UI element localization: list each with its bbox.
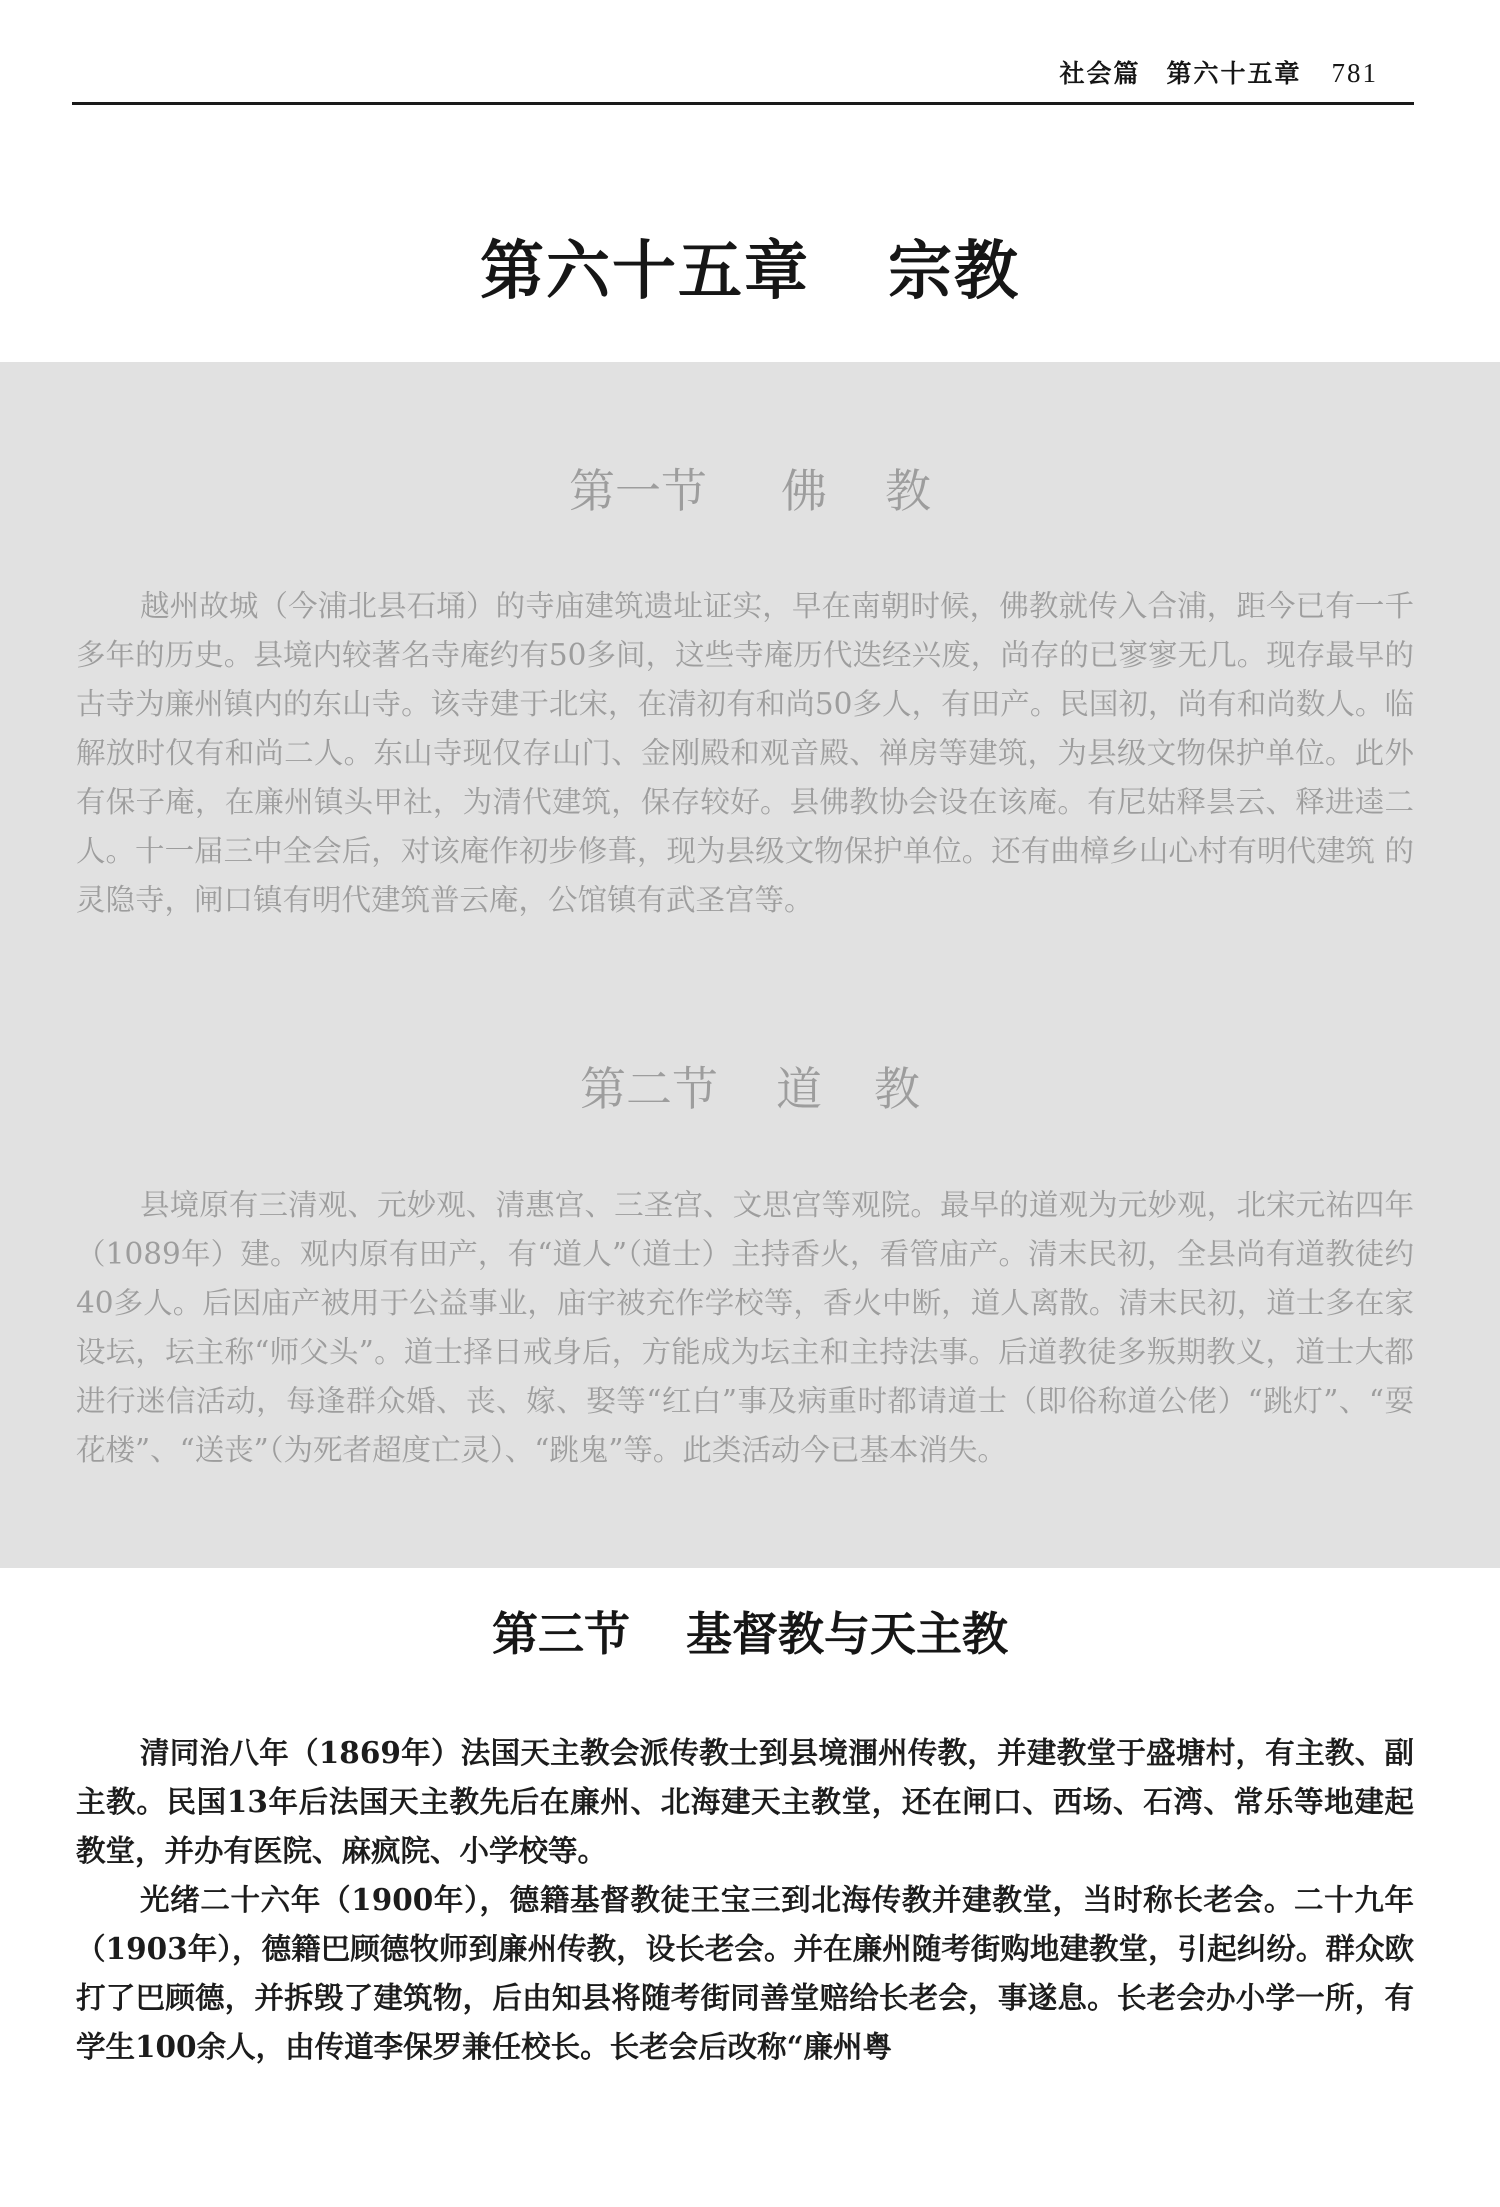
section-2-name-a: 道 (776, 1062, 822, 1116)
section-1-name-b: 教 (885, 464, 931, 518)
section-3-number: 第三节 (492, 1607, 630, 1661)
section-1-name-a: 佛 (781, 464, 827, 518)
running-header (72, 46, 1414, 105)
header-text (1033, 54, 1378, 90)
chapter-title (0, 220, 1500, 312)
section-3-title (0, 1598, 1500, 1664)
header-part: 社会篇 (1059, 59, 1141, 88)
section-1-number: 第一节 (569, 464, 707, 518)
chapter-number: 第六十五章 (480, 234, 810, 309)
page-number: 781 (1331, 58, 1378, 88)
chapter-name: 宗教 (888, 234, 1020, 309)
section-2-title (0, 1053, 1500, 1119)
section-3-paragraph-1: 清同治八年（1869年）法国天主教会派传教士到县境涠州传教，并建教堂于盛塘村，有主教、副主教。民国13年后法国天主教先后在廉州、北海建天主教堂，还在闸口、西场、石湾、常乐等地建起教堂，并办有医院、麻疯院、小学校等。 (76, 1735, 1414, 1868)
header-chapter: 第六十五章 (1166, 59, 1302, 88)
section-2-paragraph-1: 县境原有三清观、元妙观、清惠宫、三圣宫、文思宫等观院。最早的道观为元妙观，北宋元祐四年（1089年）建。观内原有田产，有“道人”（道士）主持香火，看管庙产。清末民初，全县尚有道教徒约40多人。后因庙产被用于公益事业，庙宇被充作学校等，香火中断，道人离散。清末民初，道士多在家设坛，坛主称“师父头”。道士择日戒身后，方能成为坛主和主持法事。后道教徒多叛期教义，道士大都进行迷信活动，每逢群众婚、丧、嫁、娶等“红白”事及病重时都请道士（即俗称道公佬）“跳灯”、“耍花楼”、“送丧”（为死者超度亡灵）、“跳鬼”等。此类活动今已基本消失。 (76, 1188, 1414, 1467)
section-3-name: 基督教与天主教 (686, 1607, 1008, 1661)
section-1-title (0, 455, 1500, 521)
section-1-paragraph-1: 越州故城（今浦北县石埇）的寺庙建筑遗址证实，早在南朝时候，佛教就传入合浦，距今已有一千多年的历史。县境内较著名寺庵约有50多间，这些寺庵历代迭经兴废，尚存的已寥寥无几。现存最早的古寺为廉州镇内的东山寺。该寺建于北宋，在清初有和尚50多人，有田产。民国初，尚有和尚数人。临解放时仅有和尚二人。东山寺现仅存山门、金刚殿和观音殿、禅房等建筑，为县级文物保护单位。此外有保子庵，在廉州镇头甲社，为清代建筑，保存较好。县佛教协会设在该庵。有尼姑释昙云、释进逵二人。十一届三中全会后，对该庵作初步修葺，现为县级文物保护单位。还有曲樟乡山心村有明代建筑 的灵隐寺，闸口镇有明代建筑普云庵，公馆镇有武圣宫等。 (76, 589, 1414, 917)
section-3-paragraph-2: 光绪二十六年（1900年），德籍基督教徒王宝三到北海传教并建教堂，当时称长老会。二十九年（1903年），德籍巴顾德牧师到廉州传教，设长老会。并在廉州随考街购地建教堂，引起纠纷。群众欧打了巴顾德，并拆毁了建筑物，后由知县将随考街同善堂赔给长老会，事遂息。长老会办小学一所，有学生100余人，由传道李保罗兼任校长。长老会后改称“廉州粤 (76, 1882, 1414, 2064)
section-2-name-b: 教 (874, 1062, 920, 1116)
section-2-number: 第二节 (580, 1062, 718, 1116)
